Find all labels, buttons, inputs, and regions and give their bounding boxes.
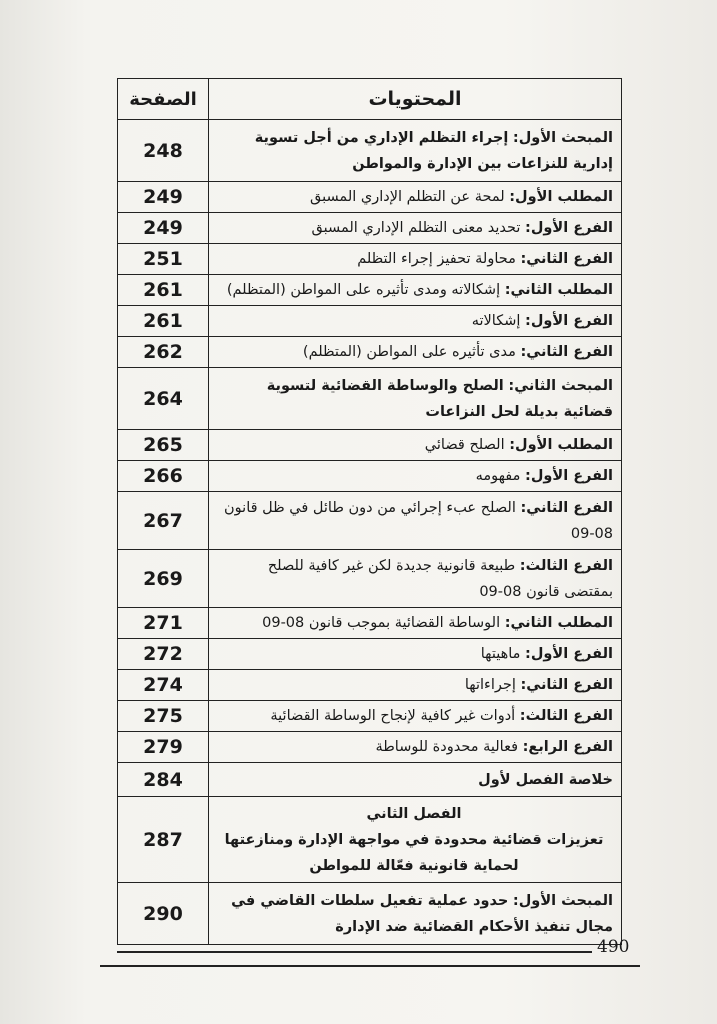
toc-row	[118, 670, 622, 701]
toc-entry	[209, 639, 622, 670]
entry-label: المبحث الثاني:	[508, 377, 613, 394]
toc-entry	[209, 213, 622, 244]
entry-text: فعالية محدودة للوساطة	[375, 739, 518, 755]
toc-row	[118, 337, 622, 368]
page-number: 261	[118, 275, 209, 306]
entry-text: الصلح قضائي	[424, 437, 505, 453]
entry-label: الفرع الأول:	[525, 646, 613, 662]
entry-label: المبحث الأول:	[512, 129, 613, 146]
toc-row	[118, 492, 622, 550]
page-number: 272	[118, 639, 209, 670]
entry-label: الفرع الثالث:	[519, 557, 613, 574]
toc-header-row	[118, 79, 622, 120]
page-number: 249	[118, 182, 209, 213]
toc-entry	[209, 244, 622, 275]
toc-entry	[209, 461, 622, 492]
entry-label: الفرع الأول:	[525, 313, 613, 329]
toc-entry	[209, 430, 622, 461]
entry-label: الفرع الثاني:	[520, 499, 613, 516]
toc-row	[118, 639, 622, 670]
entry-label: الفرع الثالث:	[519, 708, 613, 724]
entry-text: تحديد معنى التظلم الإداري المسبق	[311, 220, 521, 236]
entry-text: ماهيتها	[480, 646, 521, 662]
entry-text: طبيعة قانونية جديدة لكن غير كافية للصلح بمقتضى قانون 08-09	[267, 557, 613, 600]
entry-text: تعزيزات قضائية محدودة في مواجهة الإدارة ومنازعتها لحماية قانونية فعّالة للمواطن	[224, 831, 604, 874]
chapter-heading: الفصل الثاني	[366, 805, 462, 822]
entry-label: المبحث الأول:	[512, 892, 613, 909]
toc-entry	[209, 182, 622, 213]
toc-row	[118, 120, 622, 182]
page-number: 261	[118, 306, 209, 337]
toc-entry	[209, 368, 622, 430]
toc-row	[118, 550, 622, 608]
toc-entry	[209, 701, 622, 732]
entry-text: أدوات غير كافية لإنجاح الوساطة القضائية	[270, 708, 516, 724]
entry-text: مدى تأثيره على المواطن (المتظلم)	[302, 344, 516, 360]
toc-row	[118, 797, 622, 883]
footer-page-number: 490	[597, 937, 630, 957]
entry-label: خلاصة الفصل لأول	[478, 771, 613, 788]
page-number: 249	[118, 213, 209, 244]
entry-label: الفرع الثاني:	[520, 344, 613, 360]
entry-label: المطلب الثاني:	[504, 282, 613, 298]
entry-text: إجراءاتها	[464, 677, 516, 693]
toc-entry	[209, 492, 622, 550]
toc-entry	[209, 275, 622, 306]
entry-label: المطلب الأول:	[509, 189, 613, 205]
entry-label: الفرع الرابع:	[522, 739, 613, 755]
entry-label: الفرع الأول:	[525, 220, 613, 236]
toc-entry	[209, 883, 622, 945]
entry-label: المطلب الثاني:	[504, 615, 613, 631]
toc-entry	[209, 763, 622, 797]
toc-row	[118, 461, 622, 492]
entry-label: الفرع الثاني:	[520, 677, 613, 693]
page-header: الصفحة	[118, 79, 209, 120]
page-number: 265	[118, 430, 209, 461]
page-number: 279	[118, 732, 209, 763]
page-number: 271	[118, 608, 209, 639]
toc-row	[118, 430, 622, 461]
toc-row	[118, 244, 622, 275]
table-of-contents	[117, 78, 622, 945]
toc-row	[118, 213, 622, 244]
toc-row	[118, 275, 622, 306]
page-number: 275	[118, 701, 209, 732]
toc-entry	[209, 608, 622, 639]
page-number: 251	[118, 244, 209, 275]
entry-label: الفرع الأول:	[525, 468, 613, 484]
toc-row	[118, 701, 622, 732]
entry-text: إشكالاته ومدى تأثيره على المواطن (المتظلم)	[226, 282, 501, 298]
entry-text: الصلح والوساطة القضائية لتسوية قضائية بديلة لحل النزاعات	[266, 377, 613, 420]
page-number: 290	[118, 883, 209, 945]
toc-entry	[209, 120, 622, 182]
toc-row	[118, 368, 622, 430]
toc-entry	[209, 670, 622, 701]
page-number: 274	[118, 670, 209, 701]
toc-row	[118, 182, 622, 213]
page-number: 287	[118, 797, 209, 883]
entry-text: الوساطة القضائية بموجب قانون 08-09	[262, 615, 501, 631]
toc-row	[118, 883, 622, 945]
toc-entry	[209, 337, 622, 368]
entry-text: إشكالاته	[471, 313, 521, 329]
entry-text: محاولة تحفيز إجراء التظلم	[357, 251, 516, 267]
entry-text: مفهومه	[475, 468, 521, 484]
page-number: 266	[118, 461, 209, 492]
page-number: 269	[118, 550, 209, 608]
footer-rule	[117, 951, 592, 953]
page-number: 284	[118, 763, 209, 797]
toc-entry	[209, 550, 622, 608]
entry-label: الفرع الثاني:	[520, 251, 613, 267]
toc-entry	[209, 732, 622, 763]
entry-text: حدود عملية تفعيل سلطات القاضي في مجال تنفيذ الأحكام القضائية ضد الإدارة	[231, 892, 613, 935]
toc-row	[118, 306, 622, 337]
page-number: 267	[118, 492, 209, 550]
toc-entry	[209, 797, 622, 883]
entry-text: الصلح عبء إجرائي من دون طائل في ظل قانون 08-09	[224, 499, 613, 542]
toc-row	[118, 763, 622, 797]
page-number: 262	[118, 337, 209, 368]
entry-text: لمحة عن التظلم الإداري المسبق	[310, 189, 505, 205]
toc-entry	[209, 306, 622, 337]
entry-text: إجراء التظلم الإداري من أجل تسوية إدارية للنزاعات بين الإدارة والمواطن	[254, 129, 613, 172]
entry-label: المطلب الأول:	[509, 437, 613, 453]
page-number: 248	[118, 120, 209, 182]
page-number: 264	[118, 368, 209, 430]
toc-row	[118, 608, 622, 639]
contents-header: المحتويات	[209, 79, 622, 120]
footer-rule	[100, 965, 640, 967]
toc-row	[118, 732, 622, 763]
